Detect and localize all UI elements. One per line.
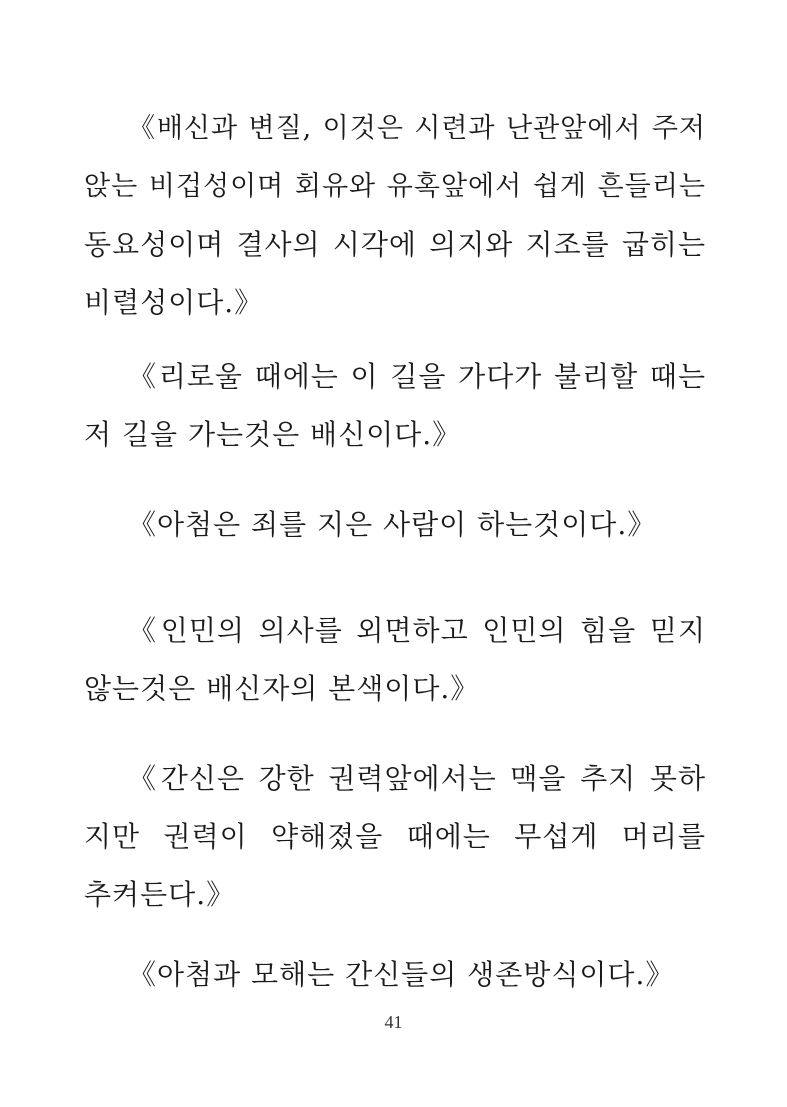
- quote-paragraph-6: [84, 946, 706, 1004]
- text-line: 《인민의 의사를 외면하고 인민의 힘을 믿지: [128, 614, 706, 647]
- text-line: 《아첨과 모해는 간신들의 생존방식이다.》: [128, 958, 675, 991]
- text-line: 비렬성이다.》: [84, 286, 264, 319]
- text-line: 저 길을 가는것은 배신이다.》: [84, 418, 462, 451]
- quote-paragraph-1: [84, 100, 706, 332]
- text-line: 《리로울 때에는 이 길을 가다가 불리할 때는: [128, 360, 706, 393]
- text-line: 《아첨은 죄를 지은 사람이 하는것이다.》: [128, 508, 657, 541]
- text-line: 추켜든다.》: [84, 878, 236, 911]
- text-line: 않는것은 배신자의 본색이다.》: [84, 672, 480, 705]
- quote-paragraph-2: [84, 348, 706, 464]
- text-line: 《배신과 변질, 이것은 시련과 난관앞에서 주저: [128, 113, 706, 144]
- text-line: 《간신은 강한 권력앞에서는 맥을 추지 못하: [128, 762, 706, 795]
- quote-paragraph-5: [84, 750, 706, 924]
- quote-paragraph-4: [84, 602, 706, 718]
- text-line: 앉는 비겁성이며 회유와 유혹앞에서 쉽게 흔들리는: [84, 171, 706, 202]
- text-line: 지만 권력이 약해졌을 때에는 무섭게 머리를: [84, 820, 706, 853]
- page-number: 41: [384, 1012, 403, 1032]
- text-line: 동요성이며 결사의 시각에 의지와 지조를 굽히는: [84, 228, 706, 261]
- quote-paragraph-3: [84, 496, 706, 554]
